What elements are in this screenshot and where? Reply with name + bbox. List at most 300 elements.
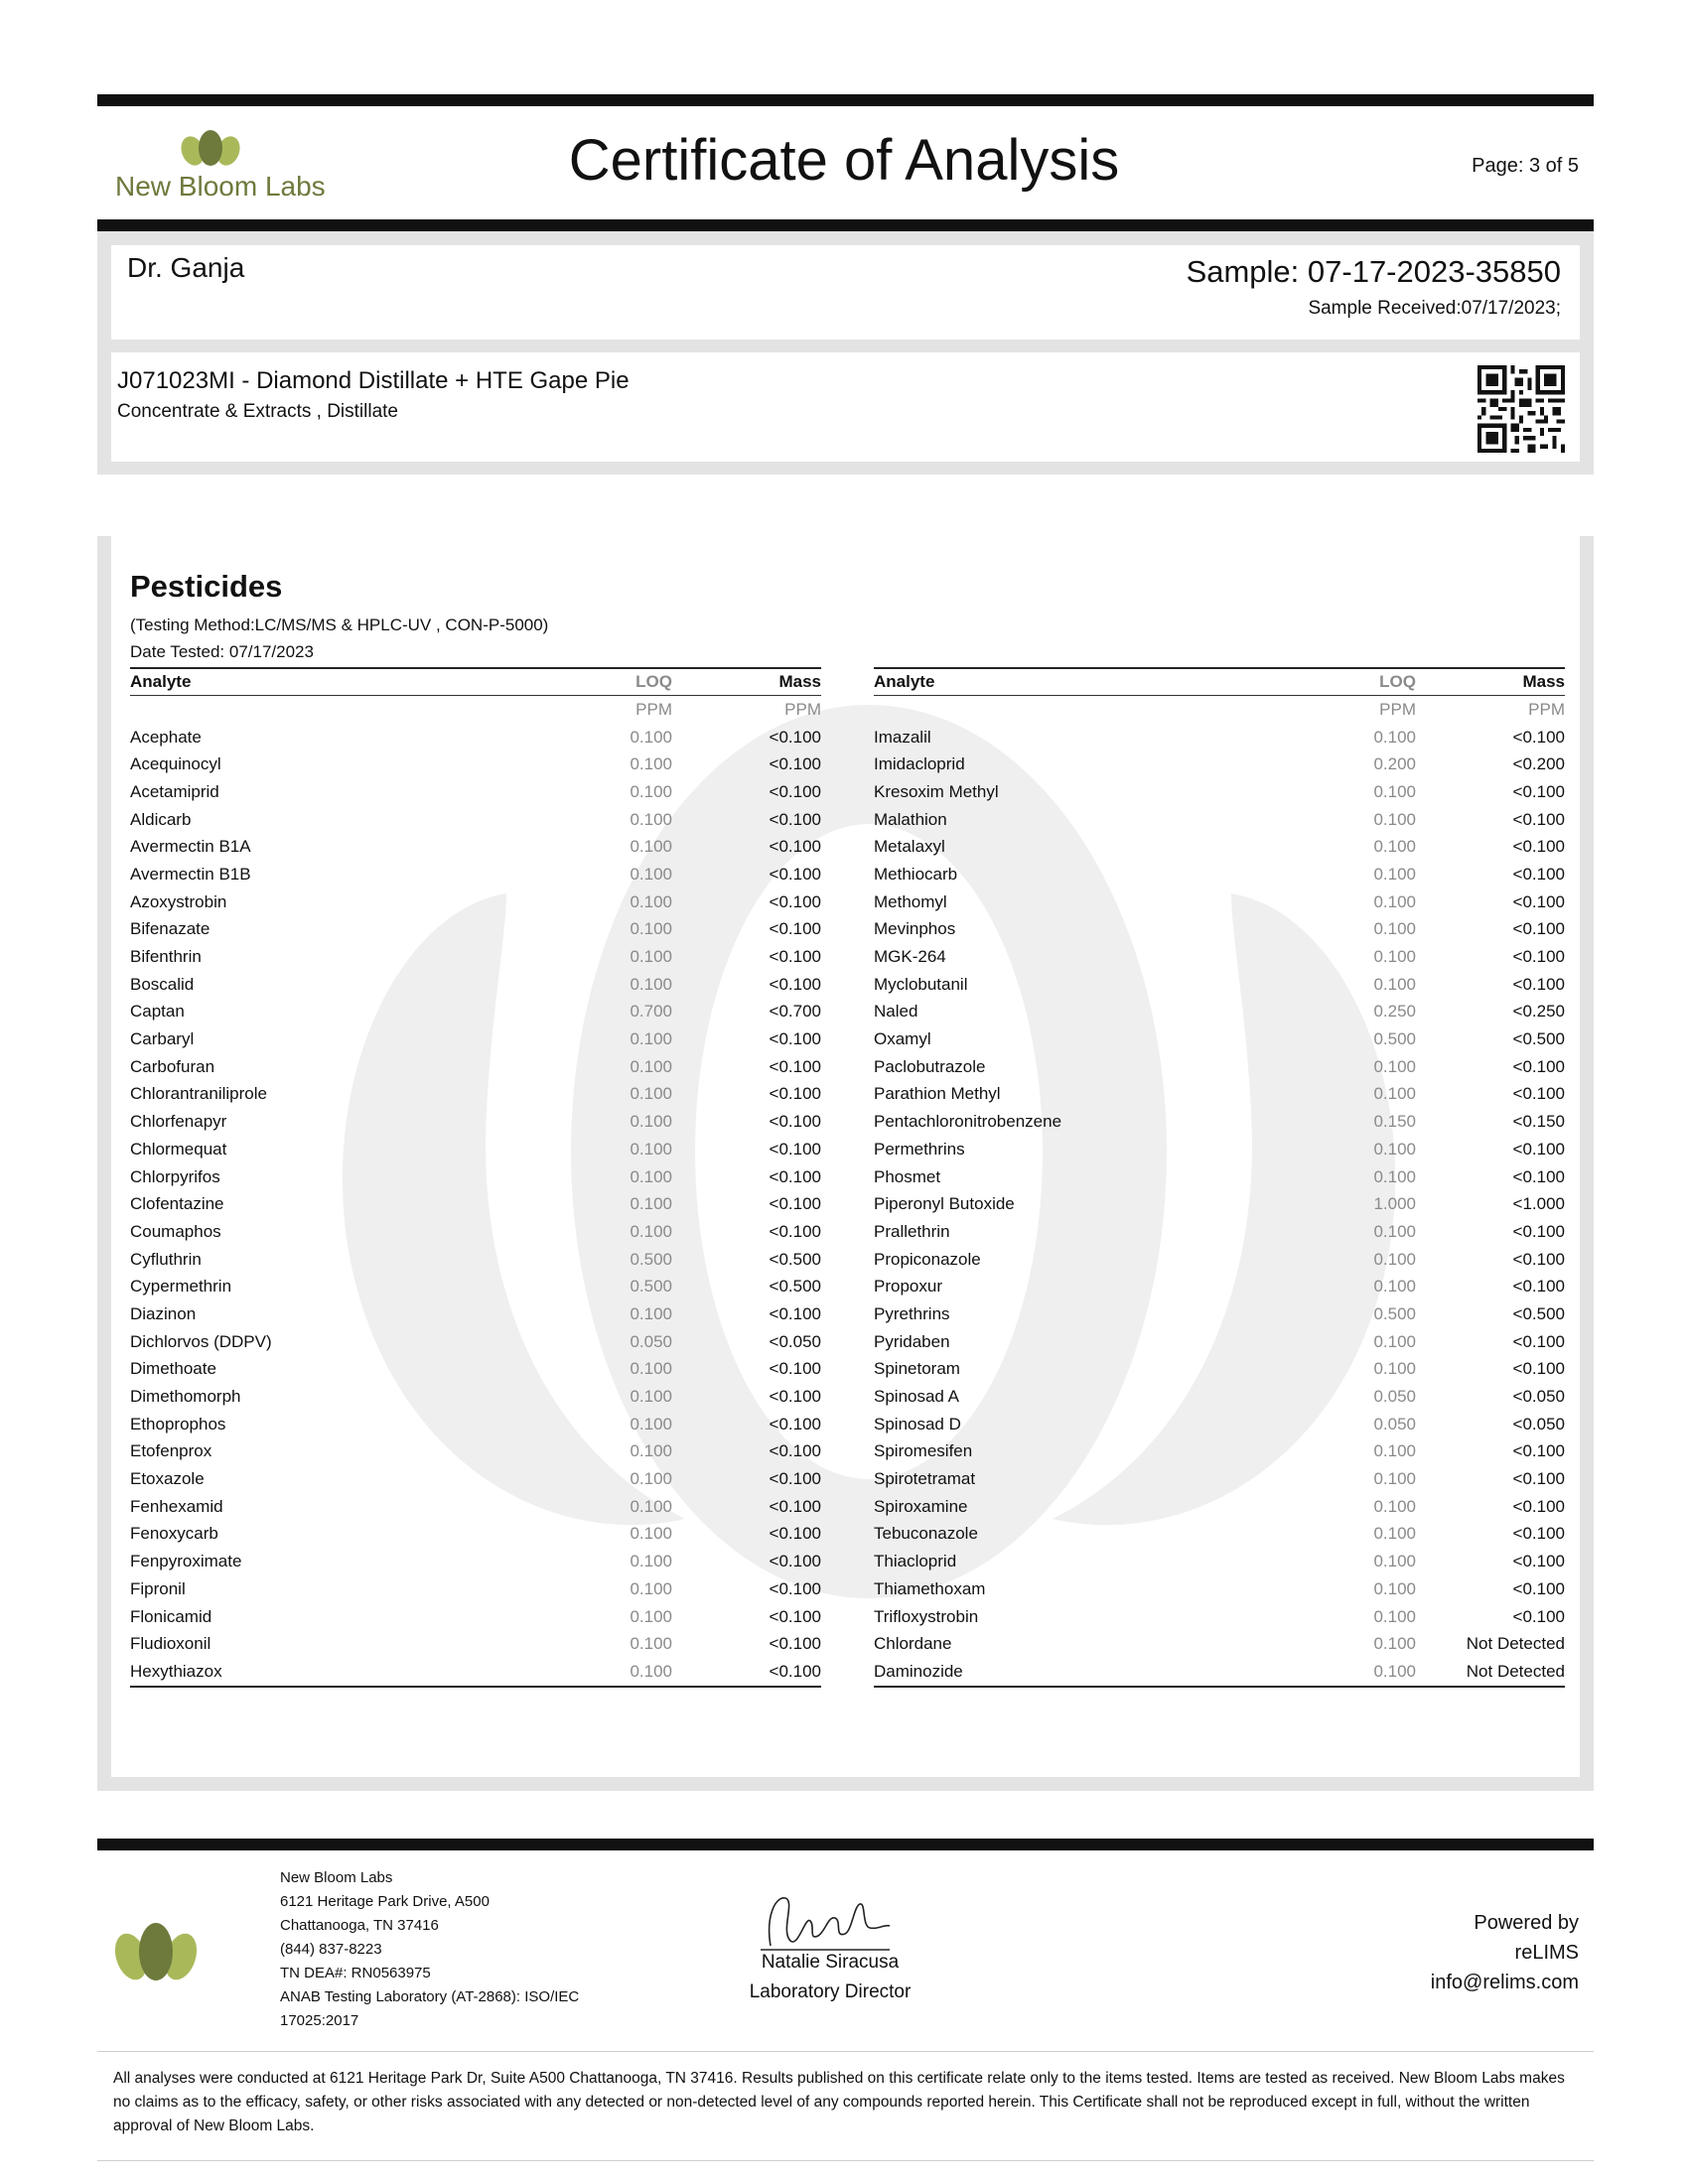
mass-value: <0.100 bbox=[1512, 727, 1565, 747]
mass-value: <0.100 bbox=[769, 1552, 821, 1571]
analyte-name: Etoxazole bbox=[130, 1469, 205, 1489]
mass-value: <0.100 bbox=[1512, 1277, 1565, 1297]
loq-value: 0.100 bbox=[630, 947, 672, 967]
table-row bbox=[130, 1465, 821, 1493]
mass-value: <0.100 bbox=[1512, 864, 1565, 884]
mass-value: <0.100 bbox=[1512, 1496, 1565, 1516]
analyte-name: Parathion Methyl bbox=[874, 1084, 1001, 1104]
mass-value: <0.100 bbox=[769, 1414, 821, 1433]
loq-value: 0.150 bbox=[1373, 1112, 1416, 1132]
analyte-name: Chlormequat bbox=[130, 1139, 227, 1159]
loq-value: 0.100 bbox=[1373, 947, 1416, 967]
loq-value: 0.100 bbox=[1373, 809, 1416, 829]
loq-value: 0.100 bbox=[630, 1552, 672, 1571]
analyte-name: Pyrethrins bbox=[874, 1303, 950, 1323]
mass-value: <0.100 bbox=[769, 1084, 821, 1104]
loq-value: 0.500 bbox=[630, 1249, 672, 1269]
table-row bbox=[874, 1246, 1565, 1274]
table-row bbox=[874, 888, 1565, 916]
table-row bbox=[130, 806, 821, 834]
disclaimer: All analyses were conducted at 6121 Heritage Park Dr, Suite A500 Chattanooga, TN 37416. Results published on this certificate relate only to the items tested. Items are tested as received. New Bloom Labs makes no claims as to the efficacy, safety, or other risks associated with any detected or non-detected level of any compounds reported herein. This Certificate shall not be reproduced except in full, without the written approval of New Bloom Labs. bbox=[113, 2070, 1565, 2134]
analyte-name: Mevinphos bbox=[874, 919, 956, 939]
mass-value: <0.200 bbox=[1512, 754, 1565, 774]
analyte-name: Dichlorvos (DDPV) bbox=[130, 1331, 272, 1351]
address-line: 17025:2017 bbox=[280, 2012, 359, 2029]
loq-value: 0.100 bbox=[1373, 864, 1416, 884]
analyte-name: Phosmet bbox=[874, 1166, 941, 1186]
mass-value: <0.050 bbox=[1512, 1387, 1565, 1407]
analyte-name: Chlorfenapyr bbox=[130, 1112, 227, 1132]
loq-unit: PPM bbox=[1379, 699, 1416, 719]
analyte-name: Aldicarb bbox=[130, 809, 192, 829]
loq-value: 0.100 bbox=[630, 1056, 672, 1076]
table-row bbox=[874, 1190, 1565, 1218]
mass-value: <0.100 bbox=[1512, 837, 1565, 857]
analyte-name: Dimethoate bbox=[130, 1359, 216, 1379]
loq-value: 0.700 bbox=[630, 1002, 672, 1022]
table-row bbox=[874, 1575, 1565, 1603]
analyte-name: Chlorpyrifos bbox=[130, 1166, 220, 1186]
powered-line: reLIMS bbox=[1514, 1942, 1579, 1964]
loq-value: 0.050 bbox=[630, 1331, 672, 1351]
analyte-name: Etofenprox bbox=[130, 1441, 212, 1461]
analyte-name: Avermectin B1A bbox=[130, 837, 251, 857]
mass-value: <0.100 bbox=[769, 1221, 821, 1241]
table-row bbox=[874, 916, 1565, 944]
analyte-name: Bifenazate bbox=[130, 919, 211, 939]
loq-value: 0.250 bbox=[1373, 1002, 1416, 1022]
table-row bbox=[130, 1081, 821, 1109]
lab-name: New Bloom Labs bbox=[115, 171, 326, 202]
mass-value: <0.100 bbox=[769, 974, 821, 994]
mass-value: <0.700 bbox=[769, 1002, 821, 1022]
analyte-name: Metalaxyl bbox=[874, 837, 945, 857]
disclaimer-rule-bottom bbox=[97, 2160, 1594, 2161]
mass-unit: PPM bbox=[784, 699, 821, 719]
analyte-name: Ethoprophos bbox=[130, 1414, 226, 1433]
mass-value: <0.100 bbox=[769, 754, 821, 774]
mass-value: <0.100 bbox=[1512, 947, 1565, 967]
analyte-name: Cyfluthrin bbox=[130, 1249, 202, 1269]
table-row bbox=[874, 1630, 1565, 1658]
client-name: Dr. Ganja bbox=[127, 252, 245, 283]
analyte-name: Spinosad D bbox=[874, 1414, 961, 1433]
loq-value: 0.200 bbox=[1373, 754, 1416, 774]
mass-value: <0.100 bbox=[769, 1029, 821, 1049]
loq-value: 0.100 bbox=[630, 1441, 672, 1461]
product-name: J071023MI - Diamond Distillate + HTE Gape Pie bbox=[117, 367, 630, 394]
mass-value: <0.050 bbox=[769, 1331, 821, 1351]
mass-value: <0.150 bbox=[1512, 1112, 1565, 1132]
analyte-name: Coumaphos bbox=[130, 1221, 221, 1241]
analyte-name: MGK-264 bbox=[874, 947, 946, 967]
analyte-name: Permethrins bbox=[874, 1139, 965, 1159]
mass-value: <0.100 bbox=[769, 1634, 821, 1654]
loq-value: 0.100 bbox=[1373, 1249, 1416, 1269]
contact-email[interactable]: info@relims.com bbox=[1430, 1972, 1579, 1993]
loq-value: 0.100 bbox=[630, 1303, 672, 1323]
loq-value: 0.100 bbox=[1373, 1331, 1416, 1351]
table-row bbox=[130, 778, 821, 806]
mass-value: <0.100 bbox=[769, 1112, 821, 1132]
table-row bbox=[130, 1356, 821, 1384]
table-row bbox=[130, 1603, 821, 1631]
loq-value: 0.500 bbox=[1373, 1303, 1416, 1323]
mass-value: <0.500 bbox=[1512, 1029, 1565, 1049]
table-row bbox=[130, 943, 821, 971]
header-logo bbox=[111, 129, 326, 208]
mass-unit: PPM bbox=[1528, 699, 1565, 719]
pesticides-table-right bbox=[874, 667, 1565, 1688]
table-row bbox=[874, 751, 1565, 778]
mass-value: <0.100 bbox=[769, 1469, 821, 1489]
table-row bbox=[130, 1630, 821, 1658]
powered-line: Powered by bbox=[1474, 1912, 1579, 1934]
table-row bbox=[874, 1356, 1565, 1384]
loq-value: 0.100 bbox=[1373, 1166, 1416, 1186]
table-row bbox=[130, 1273, 821, 1300]
analyte-name: Trifloxystrobin bbox=[874, 1606, 979, 1626]
mass-value: <0.250 bbox=[1512, 1002, 1565, 1022]
analyte-name: Paclobutrazole bbox=[874, 1056, 986, 1076]
loq-value: 0.100 bbox=[1331, 1658, 1416, 1687]
table-row bbox=[874, 1493, 1565, 1521]
col-mass: Mass bbox=[672, 668, 821, 696]
loq-value: 0.100 bbox=[630, 809, 672, 829]
mass-value: <0.100 bbox=[769, 1194, 821, 1214]
table-row bbox=[874, 1300, 1565, 1328]
analyte-name: Bifenthrin bbox=[130, 947, 202, 967]
mass-value: <0.100 bbox=[1512, 809, 1565, 829]
analyte-name: Malathion bbox=[874, 809, 947, 829]
table-row bbox=[874, 861, 1565, 888]
table-row bbox=[130, 861, 821, 888]
analyte-name: Methiocarb bbox=[874, 864, 958, 884]
analyte-name: Acetamiprid bbox=[130, 781, 219, 801]
analyte-name: Spiromesifen bbox=[874, 1441, 973, 1461]
analyte-name: Spiroxamine bbox=[874, 1496, 968, 1516]
col-loq: LOQ bbox=[1331, 668, 1416, 696]
analyte-name: Fenoxycarb bbox=[130, 1524, 218, 1544]
loq-value: 0.100 bbox=[630, 1496, 672, 1516]
loq-value: 0.100 bbox=[630, 864, 672, 884]
loq-value: 0.100 bbox=[1373, 1496, 1416, 1516]
analyte-name: Pyridaben bbox=[874, 1331, 950, 1351]
mass-value: <0.100 bbox=[769, 1166, 821, 1186]
table-row bbox=[130, 1411, 821, 1438]
loq-value: 0.100 bbox=[630, 1112, 672, 1132]
mass-value: <0.100 bbox=[769, 1139, 821, 1159]
lab-address bbox=[280, 1866, 579, 2033]
analyte-name: Azoxystrobin bbox=[130, 891, 227, 911]
table-row bbox=[130, 1658, 821, 1687]
loq-value: 0.100 bbox=[630, 837, 672, 857]
address-line: Chattanooga, TN 37416 bbox=[280, 1917, 439, 1934]
analyte-name: Cypermethrin bbox=[130, 1277, 232, 1297]
section-title: Pesticides bbox=[130, 569, 283, 604]
analyte-name: Fenpyroximate bbox=[130, 1552, 242, 1571]
loq-value: 0.100 bbox=[630, 919, 672, 939]
mass-value: <0.100 bbox=[769, 864, 821, 884]
mass-value: <0.100 bbox=[769, 1496, 821, 1516]
analyte-name: Spinetoram bbox=[874, 1359, 960, 1379]
loq-value: 0.500 bbox=[1373, 1029, 1416, 1049]
loq-value: 0.100 bbox=[1373, 1277, 1416, 1297]
loq-value: 0.100 bbox=[1373, 1221, 1416, 1241]
loq-value: 0.100 bbox=[1373, 891, 1416, 911]
table-row bbox=[874, 1411, 1565, 1438]
loq-value: 0.050 bbox=[1373, 1414, 1416, 1433]
loq-value: 0.100 bbox=[630, 1634, 672, 1654]
mass-value: <0.100 bbox=[769, 837, 821, 857]
mass-value: <0.100 bbox=[1512, 1331, 1565, 1351]
table-row bbox=[874, 778, 1565, 806]
analyte-name: Imazalil bbox=[874, 727, 931, 747]
loq-value: 0.100 bbox=[630, 1029, 672, 1049]
analyte-name: Pentachloronitrobenzene bbox=[874, 1112, 1062, 1132]
loq-value: 0.100 bbox=[1373, 919, 1416, 939]
loq-value: 0.100 bbox=[630, 1139, 672, 1159]
mass-value: <0.100 bbox=[1512, 1166, 1565, 1186]
mass-value: Not Detected bbox=[1466, 1634, 1565, 1654]
mass-value: <0.100 bbox=[769, 809, 821, 829]
mass-value: Not Detected bbox=[1416, 1658, 1565, 1687]
analyte-name: Myclobutanil bbox=[874, 974, 968, 994]
page-number: Page: 3 of 5 bbox=[1472, 155, 1579, 177]
analyte-name: Carbofuran bbox=[130, 1056, 215, 1076]
units-row bbox=[130, 696, 821, 724]
table-row bbox=[874, 1053, 1565, 1081]
loq-value: 1.000 bbox=[1373, 1194, 1416, 1214]
mass-value: <0.100 bbox=[672, 1658, 821, 1687]
table-row bbox=[130, 1108, 821, 1136]
mass-value: <0.500 bbox=[769, 1249, 821, 1269]
table-row bbox=[874, 1273, 1565, 1300]
table-row bbox=[874, 1603, 1565, 1631]
loq-value: 0.100 bbox=[1373, 1056, 1416, 1076]
table-row bbox=[130, 751, 821, 778]
loq-value: 0.100 bbox=[1373, 1524, 1416, 1544]
table-row bbox=[874, 724, 1565, 751]
loq-value: 0.100 bbox=[630, 891, 672, 911]
analyte-name: Naled bbox=[874, 1002, 918, 1022]
signer-name: Natalie Siracusa bbox=[761, 1952, 900, 1973]
address-line: TN DEA#: RN0563975 bbox=[280, 1965, 431, 1981]
analyte-name: Spinosad A bbox=[874, 1387, 960, 1407]
table-row bbox=[130, 1136, 821, 1163]
analyte-name: Chlorantraniliprole bbox=[130, 1084, 267, 1104]
mass-value: <0.100 bbox=[1512, 974, 1565, 994]
loq-value: 0.100 bbox=[630, 1524, 672, 1544]
analyte-name: Prallethrin bbox=[874, 1221, 950, 1241]
table-row bbox=[874, 1136, 1565, 1163]
loq-value: 0.100 bbox=[630, 1166, 672, 1186]
loq-value: 0.500 bbox=[630, 1277, 672, 1297]
loq-value: 0.100 bbox=[1373, 781, 1416, 801]
loq-value: 0.100 bbox=[1373, 1139, 1416, 1159]
analyte-name: Thiamethoxam bbox=[874, 1578, 986, 1598]
table-row bbox=[130, 1383, 821, 1411]
loq-value: 0.100 bbox=[630, 1221, 672, 1241]
mass-value: <0.100 bbox=[1512, 919, 1565, 939]
powered-by bbox=[1370, 1908, 1579, 1997]
table-row bbox=[874, 1521, 1565, 1549]
table-row bbox=[874, 1163, 1565, 1191]
table-row bbox=[874, 1025, 1565, 1053]
mass-value: <0.100 bbox=[769, 1359, 821, 1379]
mass-value: <0.050 bbox=[1512, 1414, 1565, 1433]
mass-value: <0.100 bbox=[769, 727, 821, 747]
testing-method: (Testing Method:LC/MS/MS & HPLC-UV , CON-P-5000) bbox=[130, 615, 549, 634]
loq-unit: PPM bbox=[635, 699, 672, 719]
analyte-name: Fipronil bbox=[130, 1578, 186, 1598]
analyte-name: Clofentazine bbox=[130, 1194, 224, 1214]
analyte-name: Avermectin B1B bbox=[130, 864, 251, 884]
loq-value: 0.100 bbox=[1373, 1359, 1416, 1379]
table-row bbox=[130, 1218, 821, 1246]
loq-value: 0.050 bbox=[1373, 1387, 1416, 1407]
mass-value: <0.100 bbox=[1512, 781, 1565, 801]
loq-value: 0.100 bbox=[1373, 1084, 1416, 1104]
table-row bbox=[874, 1383, 1565, 1411]
table-row bbox=[874, 833, 1565, 861]
table-row bbox=[130, 1300, 821, 1328]
analyte-name: Daminozide bbox=[874, 1658, 1331, 1687]
table-row bbox=[130, 1328, 821, 1356]
col-analyte: Analyte bbox=[874, 668, 1331, 696]
footer-rule bbox=[97, 1839, 1594, 1850]
analyte-name: Piperonyl Butoxide bbox=[874, 1194, 1015, 1214]
table-row bbox=[874, 943, 1565, 971]
analyte-name: Propoxur bbox=[874, 1277, 942, 1297]
signature-icon bbox=[751, 1886, 900, 1956]
analyte-name: Diazinon bbox=[130, 1303, 197, 1323]
table-row bbox=[874, 1465, 1565, 1493]
loq-value: 0.100 bbox=[630, 1194, 672, 1214]
loq-value: 0.100 bbox=[630, 1387, 672, 1407]
table-row bbox=[874, 999, 1565, 1026]
loq-value: 0.100 bbox=[1373, 1552, 1416, 1571]
mass-value: <0.100 bbox=[769, 1303, 821, 1323]
mass-value: <0.100 bbox=[1512, 1578, 1565, 1598]
analyte-name: Carbaryl bbox=[130, 1029, 195, 1049]
footer-logo-icon bbox=[113, 1921, 199, 1984]
table-row bbox=[130, 1575, 821, 1603]
mass-value: <0.100 bbox=[1512, 1469, 1565, 1489]
signer-title: Laboratory Director bbox=[749, 1981, 912, 2002]
table-row bbox=[130, 916, 821, 944]
analyte-name: Boscalid bbox=[130, 974, 195, 994]
mass-value: <0.100 bbox=[1512, 1606, 1565, 1626]
analyte-name: Captan bbox=[130, 1002, 185, 1022]
mass-value: <0.100 bbox=[769, 919, 821, 939]
analyte-name: Fludioxonil bbox=[130, 1634, 211, 1654]
table-row bbox=[874, 1328, 1565, 1356]
analyte-name: Acequinocyl bbox=[130, 754, 221, 774]
table-row bbox=[130, 724, 821, 751]
mass-value: <1.000 bbox=[1512, 1194, 1565, 1214]
sample-id: Sample: 07-17-2023-35850 bbox=[1186, 254, 1561, 289]
analyte-name: Hexythiazox bbox=[130, 1658, 587, 1687]
loq-value: 0.100 bbox=[1373, 727, 1416, 747]
table-row bbox=[130, 1053, 821, 1081]
analyte-name: Spirotetramat bbox=[874, 1469, 976, 1489]
document-title: Certificate of Analysis bbox=[568, 128, 1120, 193]
address-line: 6121 Heritage Park Drive, A500 bbox=[280, 1893, 490, 1910]
mass-value: <0.100 bbox=[769, 947, 821, 967]
loq-value: 0.100 bbox=[630, 727, 672, 747]
mass-value: <0.500 bbox=[1512, 1303, 1565, 1323]
loq-value: 0.100 bbox=[630, 1359, 672, 1379]
mass-value: <0.100 bbox=[769, 1056, 821, 1076]
top-rule bbox=[97, 94, 1594, 106]
mass-value: <0.100 bbox=[769, 1387, 821, 1407]
mass-value: <0.100 bbox=[1512, 891, 1565, 911]
table-row bbox=[130, 1246, 821, 1274]
units-row bbox=[874, 696, 1565, 724]
table-row bbox=[130, 1493, 821, 1521]
loq-value: 0.100 bbox=[630, 974, 672, 994]
table-row bbox=[130, 999, 821, 1026]
loq-value: 0.100 bbox=[630, 781, 672, 801]
loq-value: 0.100 bbox=[630, 1578, 672, 1598]
mass-value: <0.100 bbox=[1512, 1441, 1565, 1461]
qr-code-icon bbox=[1477, 365, 1565, 453]
table-row bbox=[130, 1190, 821, 1218]
header-rule bbox=[97, 219, 1594, 231]
pesticides-table-left bbox=[130, 667, 821, 1688]
analyte-name: Fenhexamid bbox=[130, 1496, 223, 1516]
loq-value: 0.100 bbox=[1373, 974, 1416, 994]
mass-value: <0.100 bbox=[1512, 1139, 1565, 1159]
analyte-name: Acephate bbox=[130, 727, 202, 747]
loq-value: 0.100 bbox=[630, 754, 672, 774]
analyte-name: Tebuconazole bbox=[874, 1524, 978, 1544]
analyte-name: Oxamyl bbox=[874, 1029, 931, 1049]
table-row bbox=[874, 806, 1565, 834]
col-loq: LOQ bbox=[587, 668, 672, 696]
table-row bbox=[130, 1438, 821, 1466]
sample-received: Sample Received:07/17/2023; bbox=[1308, 298, 1561, 319]
table-row bbox=[874, 1548, 1565, 1575]
loq-value: 0.100 bbox=[1373, 1606, 1416, 1626]
loq-value: 0.100 bbox=[630, 1469, 672, 1489]
mass-value: <0.100 bbox=[1512, 1359, 1565, 1379]
product-category: Concentrate & Extracts , Distillate bbox=[117, 401, 398, 422]
loq-value: 0.100 bbox=[630, 1606, 672, 1626]
table-row bbox=[874, 1438, 1565, 1466]
mass-value: <0.100 bbox=[769, 1441, 821, 1461]
analyte-name: Thiacloprid bbox=[874, 1552, 957, 1571]
disclaimer-rule-top bbox=[97, 2051, 1594, 2052]
table-row bbox=[130, 1548, 821, 1575]
analyte-name: Methomyl bbox=[874, 891, 947, 911]
address-line: ANAB Testing Laboratory (AT-2868): ISO/IEC bbox=[280, 1988, 580, 2005]
date-tested: Date Tested: 07/17/2023 bbox=[130, 642, 314, 661]
analyte-name: Dimethomorph bbox=[130, 1387, 241, 1407]
mass-value: <0.100 bbox=[1512, 1221, 1565, 1241]
mass-value: <0.100 bbox=[769, 781, 821, 801]
analyte-name: Chlordane bbox=[874, 1634, 952, 1654]
analyte-name: Imidacloprid bbox=[874, 754, 965, 774]
mass-value: <0.100 bbox=[1512, 1552, 1565, 1571]
table-row bbox=[874, 971, 1565, 999]
mass-value: <0.100 bbox=[1512, 1056, 1565, 1076]
table-row bbox=[874, 1658, 1565, 1687]
mass-value: <0.100 bbox=[1512, 1084, 1565, 1104]
col-analyte: Analyte bbox=[130, 668, 587, 696]
mass-value: <0.100 bbox=[1512, 1524, 1565, 1544]
